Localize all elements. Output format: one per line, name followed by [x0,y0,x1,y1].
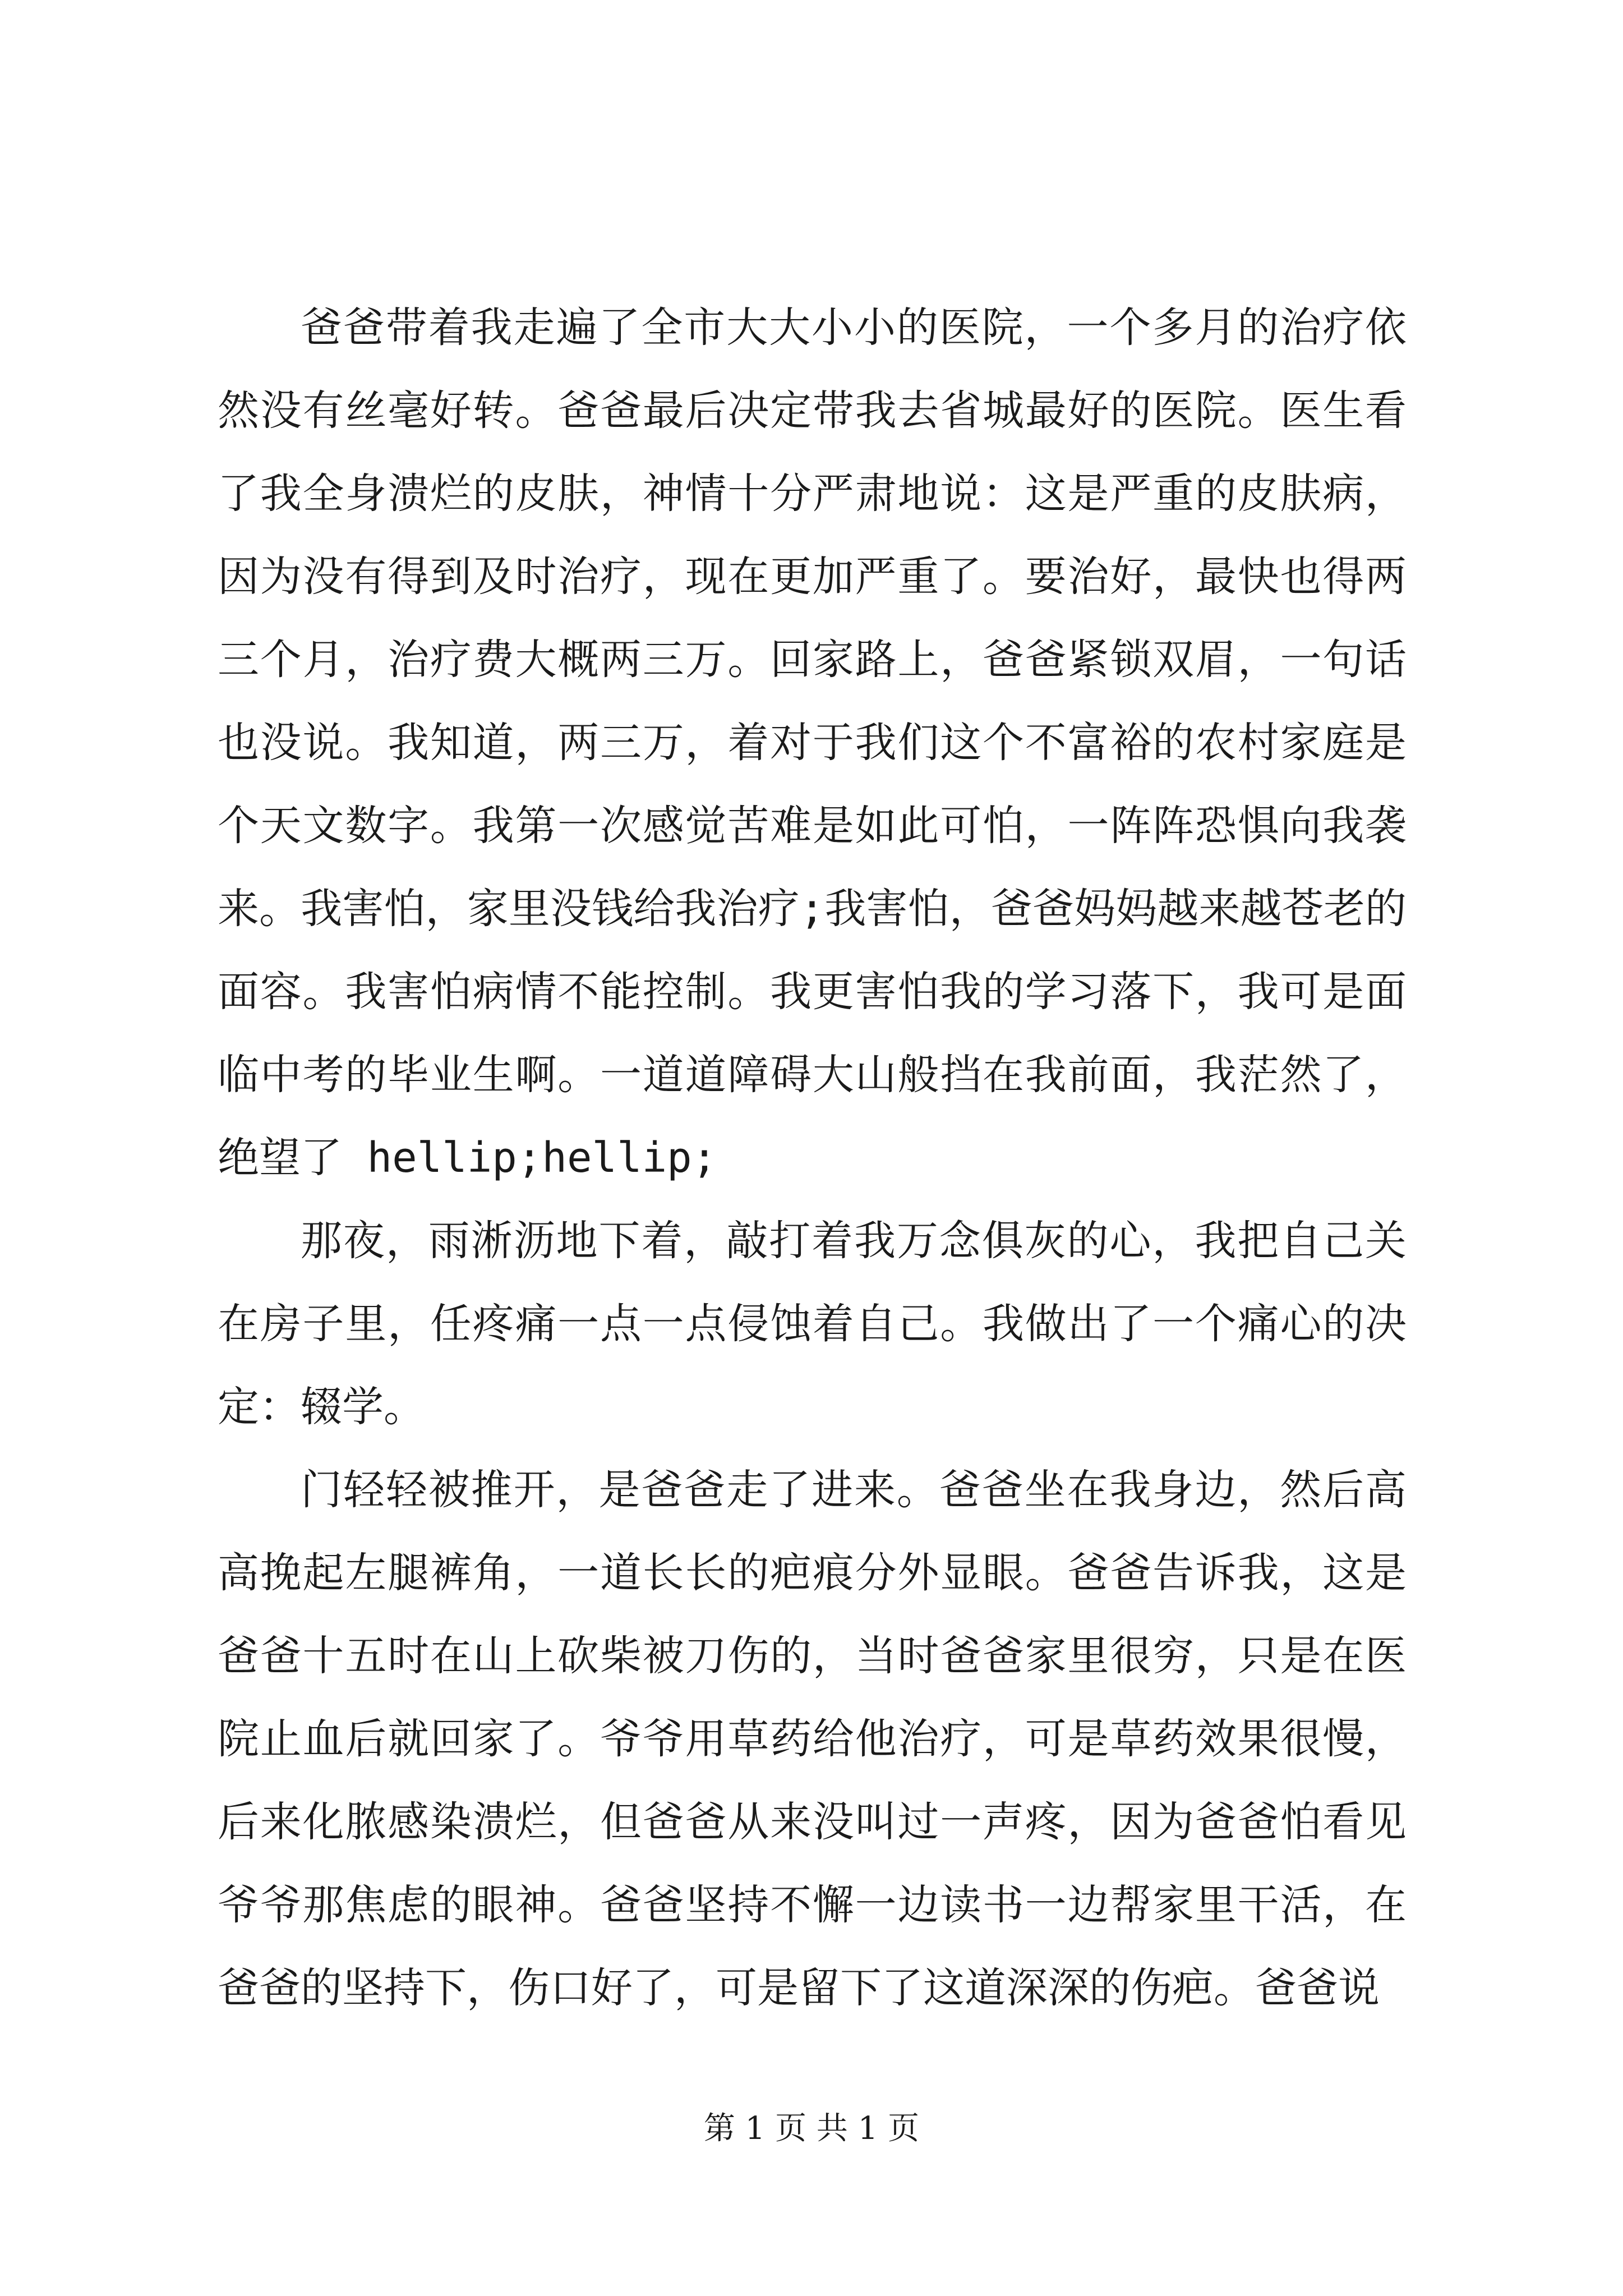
paragraph-2: 那夜，雨淅沥地下着，敲打着我万念俱灰的心，我把自己关在房子里，任疼痛一点一点侵蚀着自己。我做出了一个痛心的决定：辍学。 [218,1217,1407,1431]
paragraph-3: 门轻轻被推开，是爸爸走了进来。爸爸坐在我身边，然后高高挽起左腿裤角，一道长长的疤痕分外显眼。爸爸告诉我，这是爸爸十五时在山上砍柴被刀伤的，当时爸爸家里很穷，只是在医院止血后就回家了。爷爷用草药给他治疗，可是草药效果很慢，后来化脓感染溃烂，但爸爸从来没叫过一声疼，因为爸爸怕看见爷爷那焦虑的眼神。爸爸坚持不懈一边读书一边帮家里干活，在爸爸的坚持下，伤口好了，可是留下了这道深深的伤疤。爸爸说 [218,1466,1407,2012]
page-footer: 第 1 页 共 1 页 [703,2110,920,2147]
paragraph-1: 爸爸带着我走遍了全市大大小小的医院，一个多月的治疗依然没有丝毫好转。爸爸最后决定带我去省城最好的医院。医生看了我全身溃烂的皮肤，神情十分严肃地说：这是严重的皮肤病，因为没有得到及时治疗，现在更加严重了。要治好，最快也得两三个月，治疗费大概两三万。回家路上，爸爸紧锁双眉，一句话也没说。我知道，两三万，着对于我们这个不富裕的农村家庭是个天文数字。我第一次感觉苦难是如此可怕，一阵阵恐惧向我袭来。我害怕，家里没钱给我治疗;我害怕，爸爸妈妈越来越苍老的面容。我害怕病情不能控制。我更害怕我的学习落下，我可是面临中考的毕业生啊。一道道障碍大山般挡在我前面，我茫然了，绝望了 hellip;hellip; [218,303,1407,1182]
document-body [218,286,1407,2030]
